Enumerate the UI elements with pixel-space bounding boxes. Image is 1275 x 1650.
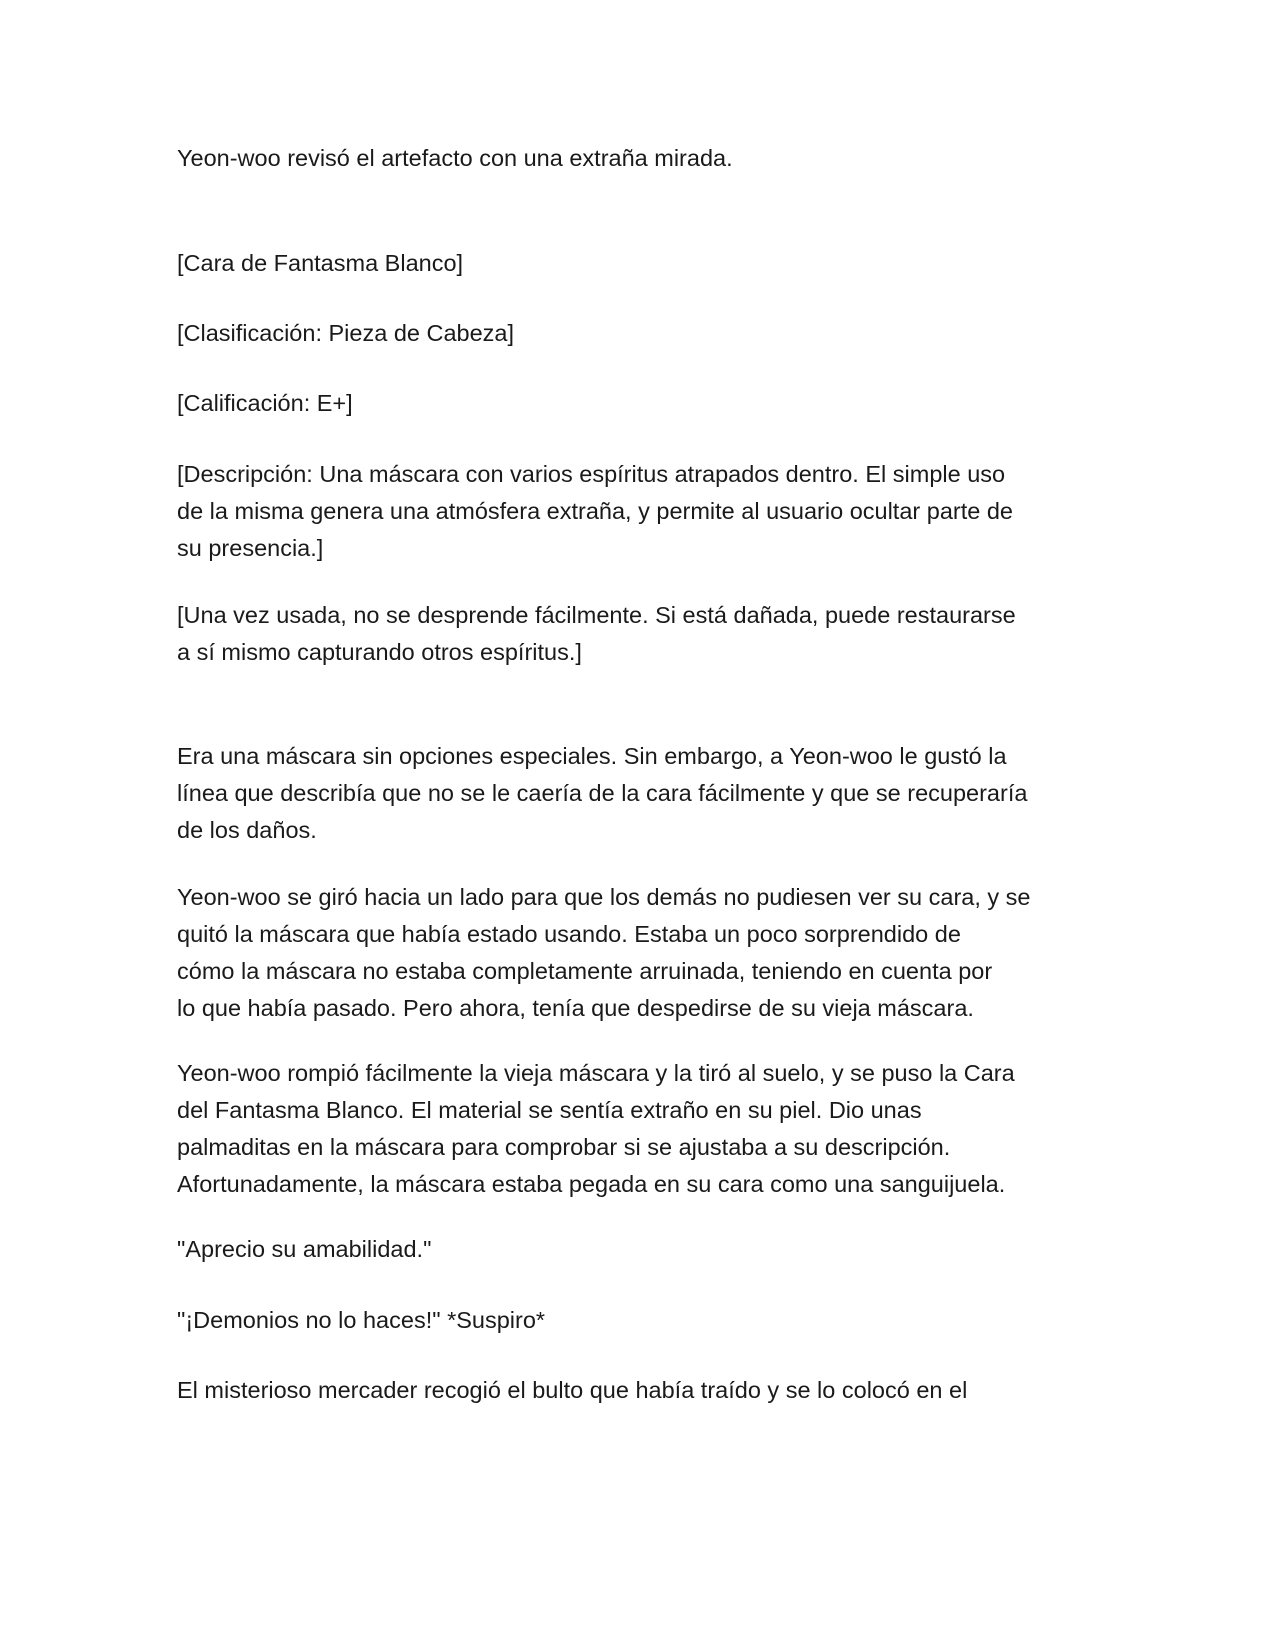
text-line: de los daños. (177, 817, 317, 843)
text-line: Afortunadamente, la máscara estaba pegada en su cara como una sanguijuela. (177, 1171, 1006, 1197)
item-description-extra (177, 597, 1097, 671)
text-line: a sí mismo capturando otros espíritus.] (177, 639, 582, 665)
text-line: "¡Demonios no lo haces!" *Suspiro* (177, 1307, 546, 1333)
text-line: del Fantasma Blanco. El material se sentía extraño en su piel. Dio unas (177, 1097, 922, 1123)
item-name (177, 245, 1097, 282)
text-line: su presencia.] (177, 535, 324, 561)
text-line: [Cara de Fantasma Blanco] (177, 250, 464, 276)
text-line: Yeon-woo se giró hacia un lado para que los demás no pudiesen ver su cara, y se (177, 884, 1031, 910)
text-line: lo que había pasado. Pero ahora, tenía que despedirse de su vieja máscara. (177, 995, 974, 1021)
item-grade (177, 385, 1097, 422)
paragraph-1 (177, 140, 1097, 177)
item-classification (177, 315, 1097, 352)
text-line: línea que describía que no se le caería de la cara fácilmente y que se recuperaría (177, 780, 1028, 806)
text-line: Yeon-woo rompió fácilmente la vieja máscara y la tiró al suelo, y se puso la Cara (177, 1060, 1015, 1086)
text-line: [Descripción: Una máscara con varios espíritus atrapados dentro. El simple uso (177, 461, 1006, 487)
text-line: de la misma genera una atmósfera extraña, y permite al usuario ocultar parte de (177, 498, 1013, 524)
text-line: palmaditas en la máscara para comprobar si se ajustaba a su descripción. (177, 1134, 951, 1160)
text-line: cómo la máscara no estaba completamente arruinada, teniendo en cuenta por (177, 958, 993, 984)
paragraph-8 (177, 879, 1097, 1027)
text-line: Yeon-woo revisó el artefacto con una extraña mirada. (177, 145, 733, 171)
paragraph-9 (177, 1055, 1097, 1203)
paragraph-7 (177, 738, 1097, 849)
dialogue-line-1 (177, 1231, 1097, 1268)
text-line: quitó la máscara que había estado usando. Estaba un poco sorprendido de (177, 921, 961, 947)
text-line: Era una máscara sin opciones especiales. Sin embargo, a Yeon-woo le gustó la (177, 743, 1007, 769)
text-line: El misterioso mercader recogió el bulto que había traído y se lo colocó en el (177, 1377, 968, 1403)
text-line: [Clasificación: Pieza de Cabeza] (177, 320, 515, 346)
text-line: [Calificación: E+] (177, 390, 353, 416)
text-line: "Aprecio su amabilidad." (177, 1236, 432, 1262)
paragraph-12 (177, 1372, 1097, 1409)
text-line: [Una vez usada, no se desprende fácilmente. Si está dañada, puede restaurarse (177, 602, 1016, 628)
dialogue-line-2 (177, 1302, 1097, 1339)
item-description (177, 456, 1097, 567)
